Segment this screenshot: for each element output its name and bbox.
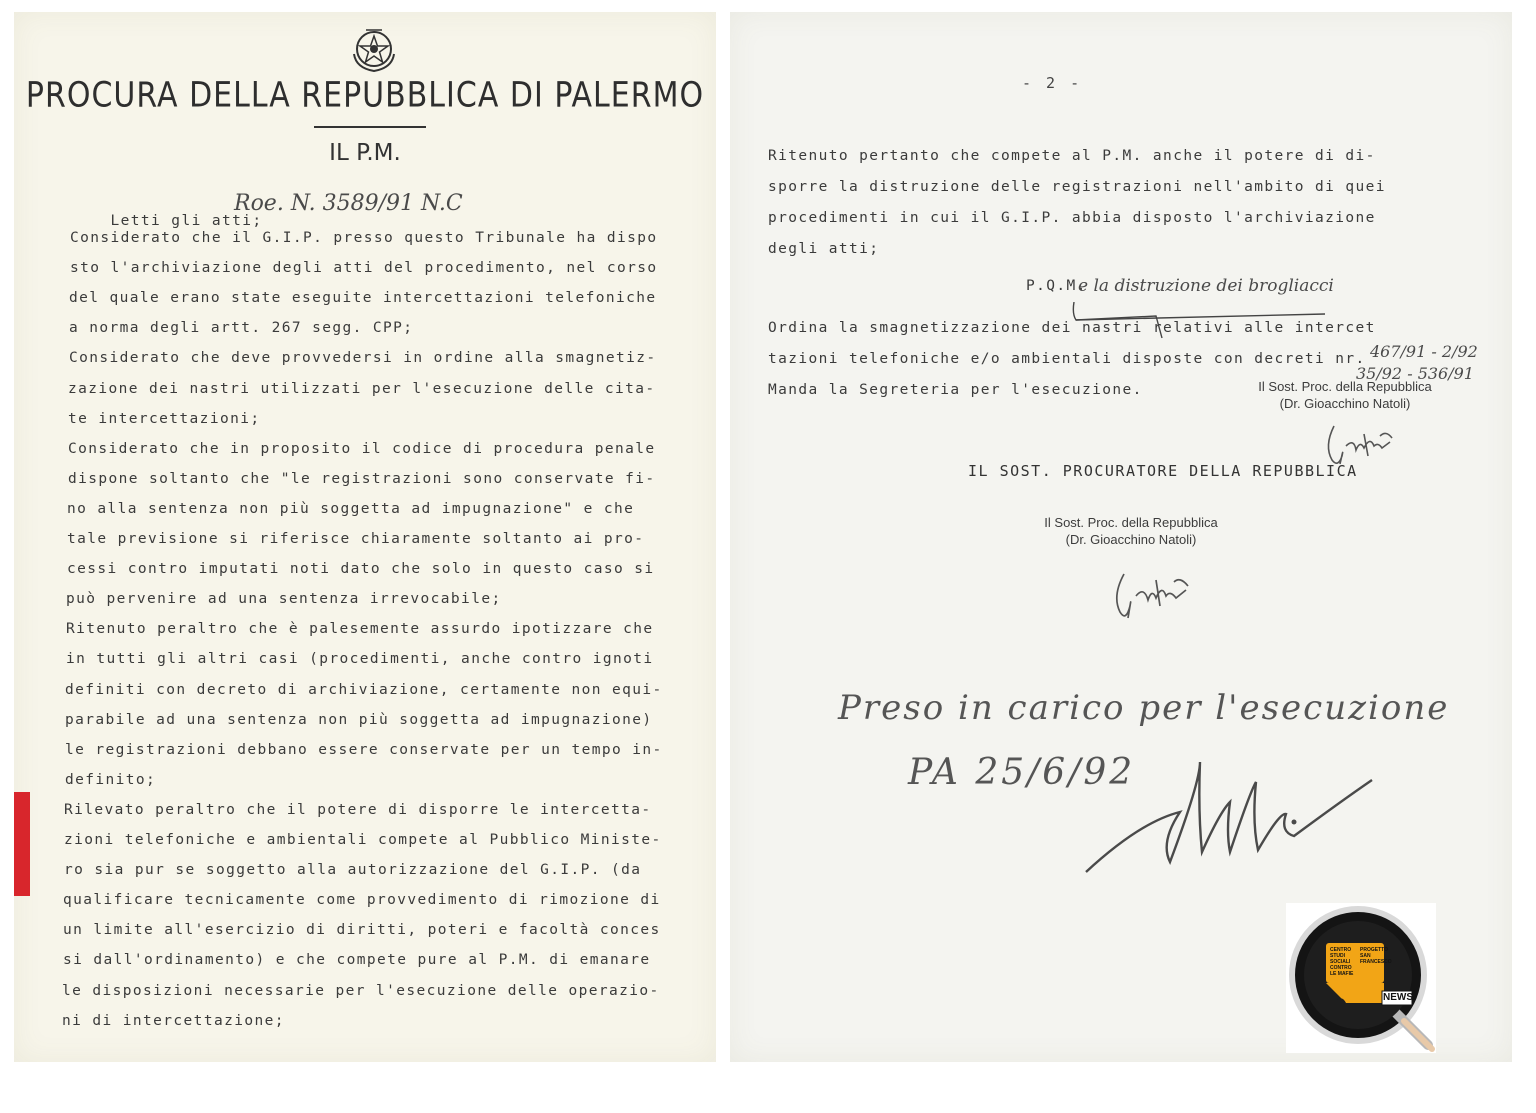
decree-numbers-line2: 35/92 - 536/91 xyxy=(1356,364,1474,383)
text-line: Ritenuto pertanto che compete al P.M. anche il potere di di- xyxy=(768,148,1376,164)
text-line: sto l'archiviazione degli atti del procedimento, nel corso xyxy=(70,260,658,277)
decree-numbers-line1: 467/91 - 2/92 xyxy=(1370,342,1478,361)
office-title: PROCURA DELLA REPUBBLICA DI PALERMO xyxy=(25,75,705,116)
text-line: cessi contro imputati noti dato che solo in questo caso si xyxy=(67,561,655,578)
text-line: le registrazioni debbano essere conservate per un tempo in- xyxy=(65,741,663,758)
handwritten-receipt-note: Preso in carico per l'esecuzione xyxy=(838,688,1450,728)
text-line: le disposizioni necessarie per l'esecuzione delle operazio- xyxy=(62,982,660,999)
stamp-title: Il Sost. Proc. della Repubblica xyxy=(1044,515,1218,530)
text-line: Ordina la smagnetizzazione dei nastri relativi alle intercet xyxy=(768,320,1376,336)
stamp-name: (Dr. Gioacchino Natoli) xyxy=(1065,532,1197,547)
text-line: Ritenuto peraltro che è palesemente assurdo ipotizzare che xyxy=(66,621,654,638)
pm-heading: IL P.M. xyxy=(329,140,401,166)
document-page-1 xyxy=(14,12,716,1062)
text-line: procedimenti in cui il G.I.P. abbia disposto l'archiviazione xyxy=(768,210,1376,226)
text-line: zazione dei nastri utilizzati per l'esecuzione delle cita- xyxy=(68,380,656,397)
logo-left-text: CENTRO STUDI SOCIALI CONTRO LE MAFIE xyxy=(1330,947,1354,977)
republic-emblem-icon xyxy=(346,24,402,74)
text-line: Considerato che deve provvedersi in ordine alla smagnetiz- xyxy=(69,350,657,367)
page-number: - 2 - xyxy=(1022,74,1083,92)
text-line: definiti con decreto di archiviazione, certamente non equi- xyxy=(65,681,663,698)
text-line: parabile ad una sentenza non più soggetta ad impugnazione) xyxy=(65,711,653,728)
letti-prefix: Letti gli atti; xyxy=(110,213,263,229)
signature-stamp-2 xyxy=(1016,514,1246,548)
pqm-label: P.Q.M. xyxy=(1026,278,1087,294)
text-line: ni di intercettazione; xyxy=(62,1012,285,1029)
procurator-heading: IL SOST. PROCURATORE DELLA REPUBBLICA xyxy=(968,462,1358,480)
protocol-handwritten-number: Roe. N. 3589/91 N.C xyxy=(234,191,463,216)
text-line: del quale erano state eseguite intercettazioni telefoniche xyxy=(69,290,657,307)
text-line: no alla sentenza non più soggetta ad impugnazione" e che xyxy=(67,500,635,517)
signature-natoli-2 xyxy=(1110,560,1210,624)
text-line: degli atti; xyxy=(768,241,880,257)
text-line: Manda la Segreteria per l'esecuzione. xyxy=(768,382,1143,398)
text-line: può pervenire ad una sentenza irrevocabile; xyxy=(66,591,502,608)
text-line: Considerato che il G.I.P. presso questo Tribunale ha dispo xyxy=(70,230,658,246)
text-line: tale previsione si riferisce chiaramente soltanto ai pro- xyxy=(67,531,645,547)
text-line: in tutti gli altri casi (procedimenti, anche contro ignoti xyxy=(66,651,654,668)
pqm-handwritten-insert: e la distruzione dei brogliacci xyxy=(1078,276,1334,296)
text-line: zioni telefoniche e ambientali compete al Pubblico Ministe- xyxy=(64,832,662,848)
signature-stamp-1 xyxy=(1230,378,1460,412)
text-line: tazioni telefoniche e/o ambientali disposte con decreti nr. xyxy=(768,351,1366,367)
text-line: si dall'ordinamento) e che compete pure al P.M. di emanare xyxy=(63,952,651,969)
handwritten-receipt-date: PA 25/6/92 xyxy=(908,752,1136,793)
text-line: Considerato che in proposito il codice di procedura penale xyxy=(68,440,656,457)
logo-right-text: PROGETTO SAN FRANCESCO xyxy=(1360,947,1392,965)
text-line: te intercettazioni; xyxy=(68,410,261,427)
text-line: qualificare tecnicamente come provvedimento di rimozione di xyxy=(63,892,661,909)
title-divider xyxy=(314,126,426,128)
magnifier-logo-icon xyxy=(1286,903,1436,1053)
receipt-signature xyxy=(1080,752,1380,882)
text-line: Rilevato peraltro che il potere di disporre le intercetta- xyxy=(64,801,652,818)
highlight-marker xyxy=(14,792,30,896)
logo-news-badge: NEWS xyxy=(1383,992,1413,1003)
text-line: dispone soltanto che "le registrazioni sono conservate fi- xyxy=(68,470,656,487)
news-logo xyxy=(1286,903,1436,1053)
text-line: definito; xyxy=(65,771,157,788)
text-line: sporre la distruzione delle registrazioni nell'ambito di quei xyxy=(768,179,1386,195)
text-line: ro sia pur se soggetto alla autorizzazione del G.I.P. (da xyxy=(64,862,642,879)
stamp-name: (Dr. Gioacchino Natoli) xyxy=(1279,396,1411,411)
stamp-title: Il Sost. Proc. della Repubblica xyxy=(1258,379,1432,394)
text-line: un limite all'esercizio di diritti, poteri e facoltà conces xyxy=(63,922,661,939)
text-line: a norma degli artt. 267 segg. CPP; xyxy=(69,320,414,337)
